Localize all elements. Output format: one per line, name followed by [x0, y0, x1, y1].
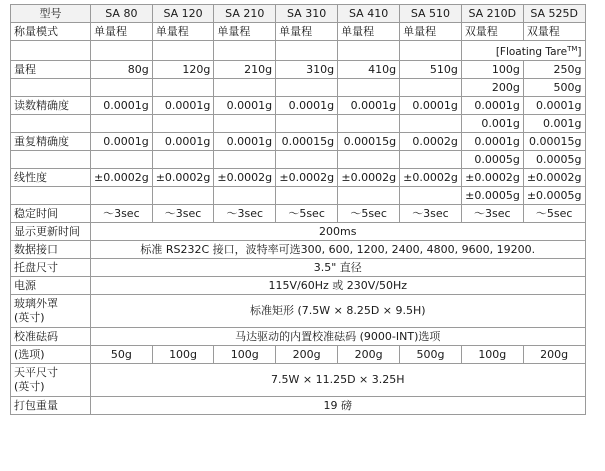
readability-label: 读数精确度: [11, 97, 91, 115]
stabilization-value: ～5sec: [276, 205, 338, 223]
linearity-second-value: ±0.0005g: [523, 187, 585, 205]
stabilization-value: ～5sec: [338, 205, 400, 223]
stabilization-value: ～3sec: [152, 205, 214, 223]
linearity-value: ±0.0002g: [276, 169, 338, 187]
readability-value: 0.0001g: [276, 97, 338, 115]
shipping-weight-value: 19 磅: [91, 397, 586, 415]
stabilization-value: ～5sec: [523, 205, 585, 223]
balance-size-label: 天平尺寸 (英寸): [11, 364, 91, 397]
interface-row: [11, 241, 586, 259]
calibration-option: 200g: [276, 346, 338, 364]
capacity-value: 410g: [338, 61, 400, 79]
capacity-value: 510g: [400, 61, 462, 79]
mode-row: [11, 23, 586, 41]
repeatability-value: 0.0001g: [461, 133, 523, 151]
calibration-option: 100g: [461, 346, 523, 364]
linearity-label: 线性度: [11, 169, 91, 187]
capacity-second-value: 500g: [523, 79, 585, 97]
repeatability-value: 0.0002g: [400, 133, 462, 151]
readability-value: 0.0001g: [214, 97, 276, 115]
balance-size-row: [11, 364, 586, 397]
power-row: [11, 277, 586, 295]
model-header-label: 型号: [11, 5, 91, 23]
capacity-second-value: 200g: [461, 79, 523, 97]
calibration-option: 50g: [91, 346, 153, 364]
repeatability-value: 0.00015g: [276, 133, 338, 151]
capacity-value: 210g: [214, 61, 276, 79]
stabilization-label: 稳定时间: [11, 205, 91, 223]
calibration-row: [11, 328, 586, 346]
draft-shield-value: 标准矩形 (7.5W × 8.25D × 9.5H): [91, 295, 586, 328]
calibration-options-row: [11, 346, 586, 364]
repeatability-second-value: 0.0005g: [523, 151, 585, 169]
power-label: 电源: [11, 277, 91, 295]
pan-size-row: [11, 259, 586, 277]
interface-label: 数据接口: [11, 241, 91, 259]
repeatability-value: 0.0001g: [91, 133, 153, 151]
linearity-value: ±0.0002g: [461, 169, 523, 187]
linearity-value: ±0.0002g: [152, 169, 214, 187]
repeatability-value: 0.0001g: [214, 133, 276, 151]
calibration-options-label: (选项): [11, 346, 91, 364]
mode-value: 单量程: [91, 23, 153, 41]
model-name: SA 525D: [523, 5, 585, 23]
model-name: SA 310: [276, 5, 338, 23]
model-name: SA 120: [152, 5, 214, 23]
model-name: SA 510: [400, 5, 462, 23]
capacity-value: 250g: [523, 61, 585, 79]
readability-second-row: [11, 115, 586, 133]
stabilization-value: ～3sec: [214, 205, 276, 223]
repeatability-value: 0.00015g: [523, 133, 585, 151]
update-rate-row: [11, 223, 586, 241]
model-name: SA 80: [91, 5, 153, 23]
linearity-value: ±0.0002g: [91, 169, 153, 187]
linearity-second-row: [11, 187, 586, 205]
floating-tare-note: [Floating Tare™]: [461, 41, 585, 61]
repeatability-row: [11, 133, 586, 151]
readability-row: [11, 97, 586, 115]
readability-second-value: 0.001g: [461, 115, 523, 133]
mode-value: 单量程: [152, 23, 214, 41]
linearity-value: ±0.0002g: [338, 169, 400, 187]
shipping-weight-row: [11, 397, 586, 415]
linearity-row: [11, 169, 586, 187]
capacity-value: 100g: [461, 61, 523, 79]
capacity-value: 80g: [91, 61, 153, 79]
calibration-value: 马达驱动的内置校准砝码 (9000-INT)选项: [91, 328, 586, 346]
calibration-label: 校准砝码: [11, 328, 91, 346]
repeatability-second-value: 0.0005g: [461, 151, 523, 169]
linearity-value: ±0.0002g: [523, 169, 585, 187]
model-name: SA 210: [214, 5, 276, 23]
header-row: [11, 5, 586, 23]
capacity-value: 120g: [152, 61, 214, 79]
repeatability-value: 0.00015g: [338, 133, 400, 151]
readability-value: 0.0001g: [338, 97, 400, 115]
pan-size-label: 托盘尺寸: [11, 259, 91, 277]
update-rate-label: 显示更新时间: [11, 223, 91, 241]
stabilization-value: ～3sec: [461, 205, 523, 223]
mode-value: 双量程: [461, 23, 523, 41]
repeatability-value: 0.0001g: [152, 133, 214, 151]
model-name: SA 410: [338, 5, 400, 23]
capacity-second-row: [11, 79, 586, 97]
capacity-value: 310g: [276, 61, 338, 79]
mode-value: 单量程: [276, 23, 338, 41]
calibration-option: 500g: [400, 346, 462, 364]
mode-value: 单量程: [338, 23, 400, 41]
balance-size-value: 7.5W × 11.25D × 3.25H: [91, 364, 586, 397]
stabilization-row: [11, 205, 586, 223]
capacity-row: [11, 61, 586, 79]
capacity-label: 量程: [11, 61, 91, 79]
repeatability-label: 重复精确度: [11, 133, 91, 151]
linearity-second-value: ±0.0005g: [461, 187, 523, 205]
calibration-option: 100g: [152, 346, 214, 364]
mode-value: 单量程: [214, 23, 276, 41]
readability-value: 0.0001g: [523, 97, 585, 115]
draft-shield-label: 玻璃外罩 (英寸): [11, 295, 91, 328]
draft-shield-row: [11, 295, 586, 328]
readability-value: 0.0001g: [461, 97, 523, 115]
readability-value: 0.0001g: [91, 97, 153, 115]
floating-tare-row: [11, 41, 586, 61]
calibration-option: 200g: [523, 346, 585, 364]
calibration-option: 100g: [214, 346, 276, 364]
readability-value: 0.0001g: [152, 97, 214, 115]
stabilization-value: ～3sec: [91, 205, 153, 223]
power-value: 115V/60Hz 或 230V/50Hz: [91, 277, 586, 295]
mode-value: 双量程: [523, 23, 585, 41]
model-name: SA 210D: [461, 5, 523, 23]
mode-value: 单量程: [400, 23, 462, 41]
readability-value: 0.0001g: [400, 97, 462, 115]
mode-label: 称量模式: [11, 23, 91, 41]
linearity-value: ±0.0002g: [400, 169, 462, 187]
repeatability-second-row: [11, 151, 586, 169]
spec-table: [10, 4, 586, 415]
readability-second-value: 0.001g: [523, 115, 585, 133]
update-rate-value: 200ms: [91, 223, 586, 241]
shipping-weight-label: 打包重量: [11, 397, 91, 415]
linearity-value: ±0.0002g: [214, 169, 276, 187]
interface-value: 标准 RS232C 接口，波特率可选300, 600, 1200, 2400, 4800, 9600, 19200.: [91, 241, 586, 259]
calibration-option: 200g: [338, 346, 400, 364]
stabilization-value: ～3sec: [400, 205, 462, 223]
pan-size-value: 3.5" 直径: [91, 259, 586, 277]
